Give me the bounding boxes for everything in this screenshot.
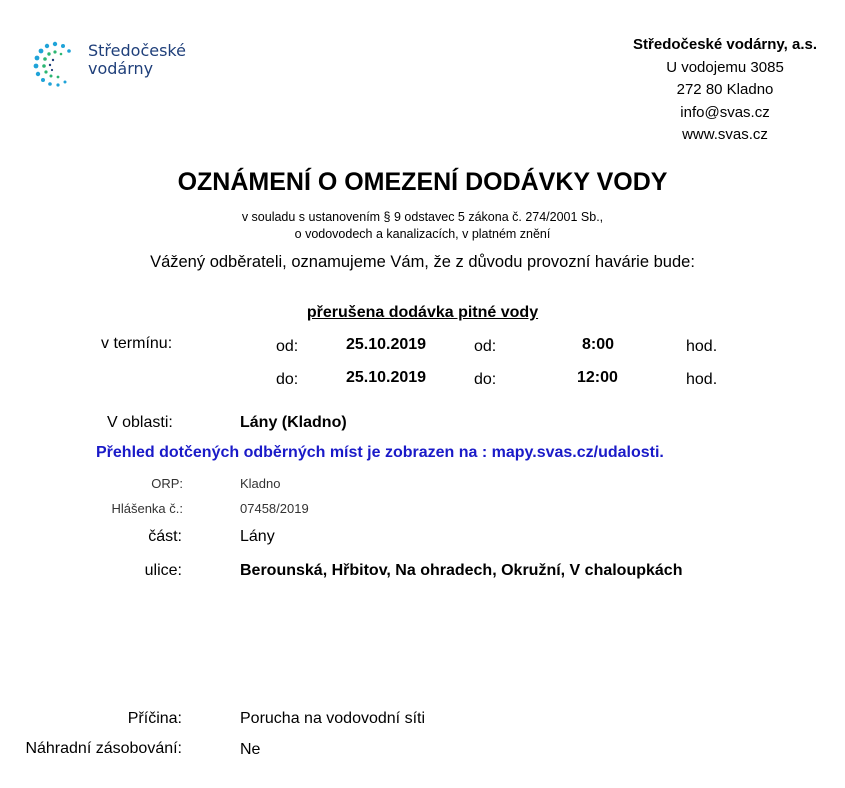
cause-value: Porucha na vodovodní síti (240, 710, 426, 727)
cause-label: Příčina: (127, 710, 182, 727)
intro-text: Vážený odběrateli, oznamujeme Vám, že z důvodu provozní havárie bude: (150, 253, 695, 271)
streets-label: ulice: (144, 562, 182, 579)
page-title: OZNÁMENÍ O OMEZENÍ DODÁVKY VODY (177, 168, 668, 196)
area-value: Lány (Kladno) (240, 414, 347, 431)
part-value: Lány (240, 528, 275, 545)
logo-line2: vodárny (88, 59, 154, 78)
to-time: 12:00 (577, 369, 618, 386)
to-time-label: do: (474, 371, 497, 388)
term-label: v termínu: (101, 335, 173, 352)
company-web[interactable]: www.svas.cz (682, 126, 768, 143)
part-label: část: (148, 528, 182, 545)
substitute-value: Ne (240, 741, 261, 758)
streets-value: Berounská, Hřbitov, Na ohradech, Okružní, V chaloupkách (240, 562, 683, 579)
company-address (633, 34, 817, 147)
legal-basis (0, 209, 845, 243)
company-street: U vodojemu 3085 (666, 58, 784, 76)
from-unit: hod. (686, 338, 718, 355)
interruption-heading: přerušena dodávka pitné vody (306, 304, 539, 321)
legal-line2: o vodovodech a kanalizacích, v platném znění (294, 227, 551, 241)
substitute-label: Náhradní zásobování: (25, 740, 182, 757)
to-unit: hod. (686, 371, 718, 388)
company-email[interactable]: info@svas.cz (680, 103, 770, 121)
to-date: 25.10.2019 (346, 369, 427, 386)
orp-value: Kladno (240, 476, 281, 491)
from-date: 25.10.2019 (346, 336, 427, 353)
legal-line1: v souladu s ustanovením § 9 odstavec 5 zákona č. 274/2001 Sb., (241, 210, 604, 224)
logo-text (88, 42, 186, 78)
from-time: 8:00 (582, 336, 615, 353)
orp-label: ORP: (151, 476, 183, 491)
company-logo (28, 38, 198, 92)
company-city: 272 80 Kladno (676, 81, 774, 98)
logo-line1: Středočeské (88, 41, 186, 60)
from-time-label: od: (474, 338, 497, 355)
company-name: Středočeské vodárny, a.s. (633, 36, 817, 53)
report-value: 07458/2019 (240, 501, 309, 516)
water-drops-logo-icon (28, 38, 82, 92)
to-label: do: (276, 371, 299, 388)
report-label: Hlášenka č.: (111, 501, 183, 516)
map-notice-link[interactable]: Přehled dotčených odběrných míst je zobrazen na : mapy.svas.cz/udalosti. (96, 444, 664, 461)
area-label: V oblasti: (107, 414, 173, 431)
from-label: od: (276, 338, 299, 355)
